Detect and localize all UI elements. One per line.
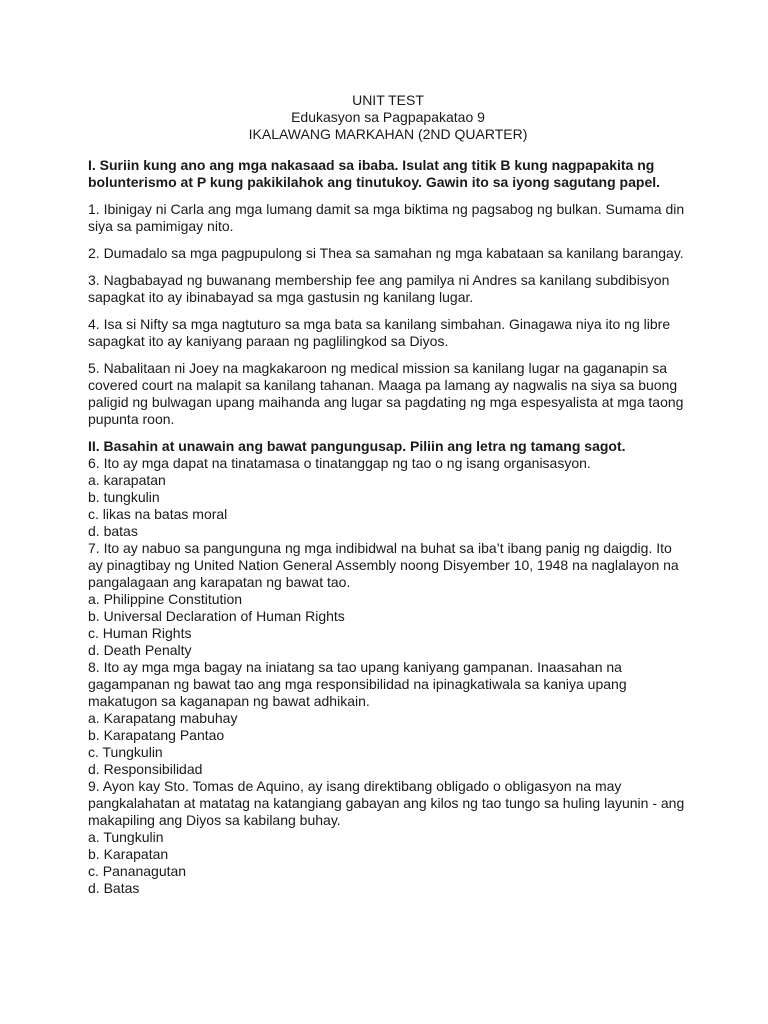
answer-option: d. Death Penalty <box>88 642 192 658</box>
test-title: UNIT TEST <box>352 92 424 108</box>
question-text: 9. Ayon kay Sto. Tomas de Aquino, ay isang direktibang obligado o obligasyon na may pangkalahatan at matatag na katangiang gabayan ang kilos ng tao tungo sa huling layunin - ang makapiling ang Diyos sa kabilang buhay. <box>88 778 685 828</box>
answer-option: d. batas <box>88 523 138 539</box>
list-item: 5. Nabalitaan ni Joey na magkakaroon ng medical mission sa kanilang lugar na gaganapin sa covered court na malapit sa kanilang tahanan. Maaga pa lamang ay nagwalis na siya sa buong paligid ng bulwagan upang maihanda ang lugar sa pagdating ng mga espesyalista at mga taong pupunta roon. <box>88 360 684 427</box>
answer-option: a. Philippine Constitution <box>88 591 243 607</box>
list-item: 4. Isa si Nifty sa mga nagtuturo sa mga bata sa kanilang simbahan. Ginagawa niya ito ng libre sapagkat ito ay kaniyang paraan ng paglilingkod sa Diyos. <box>88 316 671 349</box>
list-item: 2. Dumadalo sa mga pagpupulong si Thea sa samahan ng mga kabataan sa kanilang barangay. <box>88 245 684 261</box>
answer-option: c. likas na batas moral <box>88 506 228 522</box>
answer-option: c. Human Rights <box>88 625 192 641</box>
document-header <box>88 92 688 143</box>
question-7 <box>88 540 688 659</box>
answer-option: c. Pananagutan <box>88 863 187 879</box>
answer-option: d. Batas <box>88 880 140 896</box>
answer-option: a. Tungkulin <box>88 829 164 845</box>
section-2-instruction: II. Basahin at unawain ang bawat pangungusap. Piliin ang letra ng tamang sagot. <box>88 438 626 454</box>
question-text: 7. Ito ay nabuo sa pangunguna ng mga indibidwal na buhat sa iba’t ibang panig ng daigdig. Ito ay pinagtibay ng United Nation General Assembly noong Disyember 10, 1948 na naglalayon na pangalagaan ang karapatan ng bawat tao. <box>88 540 679 590</box>
answer-option: a. Karapatang mabuhay <box>88 710 238 726</box>
question-text: 8. Ito ay mga mga bagay na iniatang sa tao upang kaniyang gampanan. Inaasahan na gagampanan ng bawat tao ang mga responsibilidad na ipinagkatiwala sa kaniya upang makatugon sa kaganapan ng bawat adhikain. <box>88 659 627 709</box>
question-6 <box>88 455 688 540</box>
answer-option: a. karapatan <box>88 472 166 488</box>
answer-option: c. Tungkulin <box>88 744 163 760</box>
question-text: 6. Ito ay mga dapat na tinatamasa o tinatanggap ng tao o ng isang organisasyon. <box>88 455 591 471</box>
list-item: 1. Ibinigay ni Carla ang mga lumang damit sa mga biktima ng pagsabog ng bulkan. Sumama din siya sa pamimigay nito. <box>88 201 685 234</box>
section-1-instruction: I. Suriin kung ano ang mga nakasaad sa ibaba. Isulat ang titik B kung nagpapakita ng bolunterismo at P kung pakikilahok ang tinutukoy. Gawin ito sa iyong sagutang papel. <box>88 157 661 190</box>
quarter-title: IKALAWANG MARKAHAN (2ND QUARTER) <box>248 126 528 142</box>
answer-option: b. tungkulin <box>88 489 160 505</box>
answer-option: d. Responsibilidad <box>88 761 203 777</box>
section-1 <box>88 157 688 428</box>
section-2 <box>88 438 688 897</box>
document-page <box>88 92 688 897</box>
subject-title: Edukasyon sa Pagpapakatao 9 <box>291 109 485 125</box>
answer-option: b. Karapatang Pantao <box>88 727 225 743</box>
question-9 <box>88 778 688 897</box>
question-8 <box>88 659 688 778</box>
answer-option: b. Universal Declaration of Human Rights <box>88 608 345 624</box>
answer-option: b. Karapatan <box>88 846 169 862</box>
list-item: 3. Nagbabayad ng buwanang membership fee ang pamilya ni Andres sa kanilang subdibisyon sapagkat ito ay ibinabayad sa mga gastusin ng kanilang lugar. <box>88 272 670 305</box>
